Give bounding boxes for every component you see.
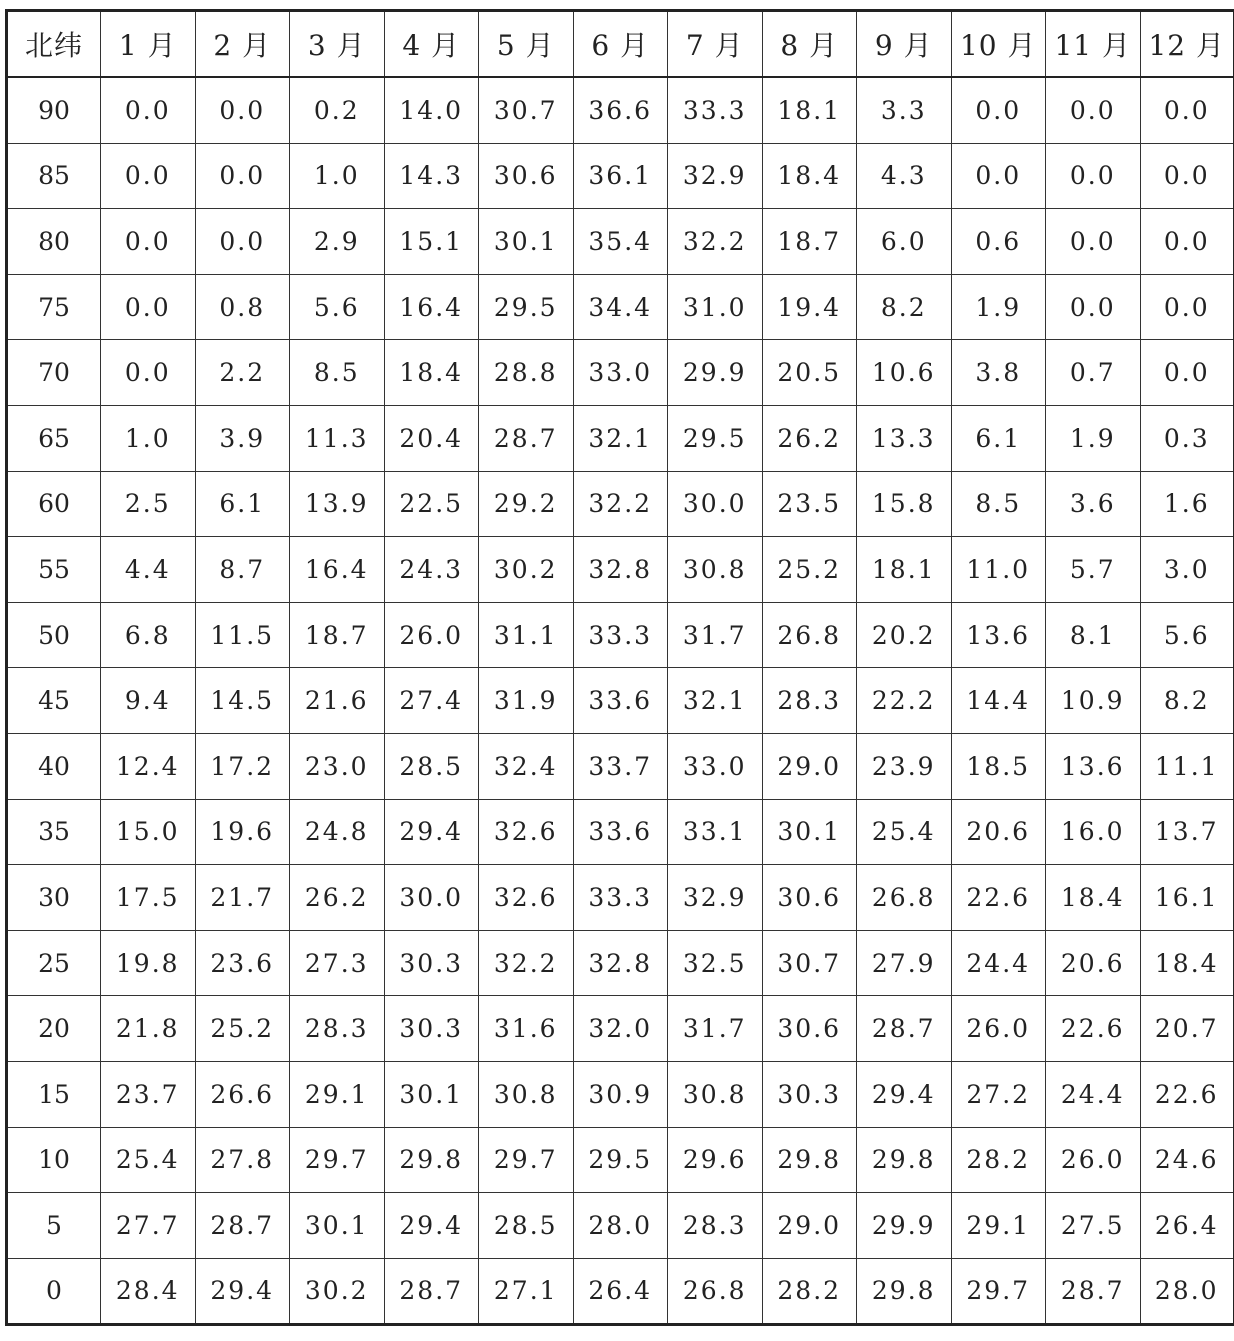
- header-cell-month-7: 7 月: [668, 11, 763, 78]
- value-cell: 31.9: [479, 668, 574, 734]
- value-cell: 29.7: [479, 1127, 574, 1193]
- value-cell: 0.0: [1140, 209, 1234, 275]
- value-cell: 18.5: [951, 733, 1046, 799]
- latitude-cell: 90: [7, 77, 101, 143]
- header-cell-month-10: 10 月: [951, 11, 1046, 78]
- latitude-cell: 70: [7, 340, 101, 406]
- value-cell: 21.6: [290, 668, 385, 734]
- table-row: [7, 340, 1234, 406]
- value-cell: 33.3: [573, 865, 668, 931]
- value-cell: 28.3: [290, 996, 385, 1062]
- value-cell: 8.7: [195, 537, 290, 603]
- value-cell: 29.7: [951, 1258, 1046, 1325]
- value-cell: 32.6: [479, 865, 574, 931]
- value-cell: 26.4: [1140, 1193, 1234, 1259]
- latitude-cell: 85: [7, 143, 101, 209]
- value-cell: 32.9: [668, 865, 763, 931]
- value-cell: 31.1: [479, 602, 574, 668]
- value-cell: 28.7: [857, 996, 952, 1062]
- value-cell: 19.6: [195, 799, 290, 865]
- value-cell: 30.0: [384, 865, 479, 931]
- value-cell: 30.7: [479, 77, 574, 143]
- value-cell: 30.3: [384, 996, 479, 1062]
- value-cell: 22.6: [1140, 1061, 1234, 1127]
- value-cell: 32.2: [479, 930, 574, 996]
- latitude-cell: 5: [7, 1193, 101, 1259]
- value-cell: 0.8: [195, 274, 290, 340]
- value-cell: 6.0: [857, 209, 952, 275]
- value-cell: 29.4: [384, 799, 479, 865]
- value-cell: 18.4: [384, 340, 479, 406]
- value-cell: 24.4: [951, 930, 1046, 996]
- value-cell: 23.5: [762, 471, 857, 537]
- value-cell: 20.7: [1140, 996, 1234, 1062]
- value-cell: 29.4: [384, 1193, 479, 1259]
- value-cell: 26.2: [290, 865, 385, 931]
- value-cell: 15.1: [384, 209, 479, 275]
- value-cell: 27.5: [1046, 1193, 1141, 1259]
- value-cell: 0.0: [101, 340, 196, 406]
- value-cell: 0.0: [1140, 274, 1234, 340]
- value-cell: 30.8: [479, 1061, 574, 1127]
- value-cell: 16.0: [1046, 799, 1141, 865]
- value-cell: 22.6: [1046, 996, 1141, 1062]
- value-cell: 6.1: [951, 405, 1046, 471]
- value-cell: 28.2: [762, 1258, 857, 1325]
- table-row: [7, 799, 1234, 865]
- value-cell: 27.8: [195, 1127, 290, 1193]
- value-cell: 8.5: [951, 471, 1046, 537]
- table-row: [7, 471, 1234, 537]
- value-cell: 6.8: [101, 602, 196, 668]
- value-cell: 14.4: [951, 668, 1046, 734]
- value-cell: 11.3: [290, 405, 385, 471]
- table-row: [7, 668, 1234, 734]
- value-cell: 30.6: [762, 996, 857, 1062]
- value-cell: 22.2: [857, 668, 952, 734]
- value-cell: 21.7: [195, 865, 290, 931]
- value-cell: 0.0: [195, 77, 290, 143]
- value-cell: 29.5: [573, 1127, 668, 1193]
- value-cell: 0.0: [1140, 77, 1234, 143]
- value-cell: 3.8: [951, 340, 1046, 406]
- value-cell: 10.9: [1046, 668, 1141, 734]
- value-cell: 30.2: [290, 1258, 385, 1325]
- value-cell: 36.1: [573, 143, 668, 209]
- latitude-cell: 15: [7, 1061, 101, 1127]
- value-cell: 18.4: [1046, 865, 1141, 931]
- value-cell: 16.4: [384, 274, 479, 340]
- header-cell-month-8: 8 月: [762, 11, 857, 78]
- value-cell: 29.5: [479, 274, 574, 340]
- value-cell: 0.0: [1140, 340, 1234, 406]
- value-cell: 26.0: [1046, 1127, 1141, 1193]
- value-cell: 18.7: [290, 602, 385, 668]
- value-cell: 3.3: [857, 77, 952, 143]
- value-cell: 26.8: [668, 1258, 763, 1325]
- value-cell: 0.0: [101, 274, 196, 340]
- value-cell: 30.1: [290, 1193, 385, 1259]
- value-cell: 12.4: [101, 733, 196, 799]
- table-row: [7, 1061, 1234, 1127]
- value-cell: 22.6: [951, 865, 1046, 931]
- value-cell: 11.0: [951, 537, 1046, 603]
- header-cell-month-2: 2 月: [195, 11, 290, 78]
- header-cell-month-4: 4 月: [384, 11, 479, 78]
- value-cell: 0.2: [290, 77, 385, 143]
- value-cell: 32.2: [573, 471, 668, 537]
- value-cell: 14.0: [384, 77, 479, 143]
- value-cell: 32.1: [668, 668, 763, 734]
- value-cell: 0.3: [1140, 405, 1234, 471]
- value-cell: 29.1: [951, 1193, 1046, 1259]
- value-cell: 0.0: [1046, 209, 1141, 275]
- value-cell: 13.9: [290, 471, 385, 537]
- table-row: [7, 733, 1234, 799]
- value-cell: 17.5: [101, 865, 196, 931]
- latitude-cell: 25: [7, 930, 101, 996]
- value-cell: 8.2: [857, 274, 952, 340]
- latitude-cell: 30: [7, 865, 101, 931]
- value-cell: 30.1: [384, 1061, 479, 1127]
- value-cell: 26.0: [384, 602, 479, 668]
- value-cell: 4.4: [101, 537, 196, 603]
- value-cell: 29.5: [668, 405, 763, 471]
- value-cell: 31.7: [668, 996, 763, 1062]
- value-cell: 30.2: [479, 537, 574, 603]
- table-row: [7, 1127, 1234, 1193]
- value-cell: 28.2: [951, 1127, 1046, 1193]
- value-cell: 32.1: [573, 405, 668, 471]
- header-cell-latitude: 北纬: [7, 11, 101, 78]
- value-cell: 28.0: [573, 1193, 668, 1259]
- table-row: [7, 865, 1234, 931]
- value-cell: 26.8: [857, 865, 952, 931]
- value-cell: 29.9: [668, 340, 763, 406]
- latitude-cell: 20: [7, 996, 101, 1062]
- value-cell: 18.4: [762, 143, 857, 209]
- value-cell: 24.4: [1046, 1061, 1141, 1127]
- value-cell: 36.6: [573, 77, 668, 143]
- latitude-month-table: [5, 9, 1234, 1326]
- value-cell: 28.5: [479, 1193, 574, 1259]
- value-cell: 1.9: [951, 274, 1046, 340]
- value-cell: 1.0: [101, 405, 196, 471]
- latitude-cell: 75: [7, 274, 101, 340]
- table-row: [7, 930, 1234, 996]
- value-cell: 1.0: [290, 143, 385, 209]
- table-body: [7, 77, 1234, 1325]
- value-cell: 3.0: [1140, 537, 1234, 603]
- header-cell-month-6: 6 月: [573, 11, 668, 78]
- value-cell: 30.8: [668, 537, 763, 603]
- value-cell: 21.8: [101, 996, 196, 1062]
- value-cell: 0.6: [951, 209, 1046, 275]
- latitude-cell: 45: [7, 668, 101, 734]
- value-cell: 11.1: [1140, 733, 1234, 799]
- latitude-cell: 50: [7, 602, 101, 668]
- value-cell: 29.9: [857, 1193, 952, 1259]
- value-cell: 32.9: [668, 143, 763, 209]
- value-cell: 0.0: [101, 209, 196, 275]
- value-cell: 0.0: [951, 77, 1046, 143]
- value-cell: 33.0: [573, 340, 668, 406]
- value-cell: 8.5: [290, 340, 385, 406]
- value-cell: 8.2: [1140, 668, 1234, 734]
- value-cell: 30.7: [762, 930, 857, 996]
- latitude-cell: 80: [7, 209, 101, 275]
- table-row: [7, 405, 1234, 471]
- value-cell: 6.1: [195, 471, 290, 537]
- value-cell: 18.1: [857, 537, 952, 603]
- value-cell: 24.6: [1140, 1127, 1234, 1193]
- latitude-cell: 10: [7, 1127, 101, 1193]
- value-cell: 32.0: [573, 996, 668, 1062]
- value-cell: 14.5: [195, 668, 290, 734]
- value-cell: 30.6: [762, 865, 857, 931]
- value-cell: 28.5: [384, 733, 479, 799]
- table-row: [7, 77, 1234, 143]
- value-cell: 27.7: [101, 1193, 196, 1259]
- value-cell: 26.6: [195, 1061, 290, 1127]
- value-cell: 25.2: [195, 996, 290, 1062]
- value-cell: 29.0: [762, 733, 857, 799]
- value-cell: 0.0: [101, 143, 196, 209]
- value-cell: 35.4: [573, 209, 668, 275]
- value-cell: 30.1: [479, 209, 574, 275]
- value-cell: 33.3: [668, 77, 763, 143]
- value-cell: 26.8: [762, 602, 857, 668]
- value-cell: 26.0: [951, 996, 1046, 1062]
- value-cell: 30.9: [573, 1061, 668, 1127]
- value-cell: 16.4: [290, 537, 385, 603]
- value-cell: 29.8: [384, 1127, 479, 1193]
- value-cell: 20.6: [951, 799, 1046, 865]
- value-cell: 14.3: [384, 143, 479, 209]
- value-cell: 28.7: [384, 1258, 479, 1325]
- value-cell: 28.7: [195, 1193, 290, 1259]
- table-row: [7, 996, 1234, 1062]
- value-cell: 29.7: [290, 1127, 385, 1193]
- header-cell-month-1: 1 月: [101, 11, 196, 78]
- value-cell: 28.4: [101, 1258, 196, 1325]
- header-cell-month-11: 11 月: [1046, 11, 1141, 78]
- value-cell: 2.5: [101, 471, 196, 537]
- value-cell: 0.0: [951, 143, 1046, 209]
- value-cell: 32.4: [479, 733, 574, 799]
- latitude-cell: 60: [7, 471, 101, 537]
- value-cell: 0.0: [195, 209, 290, 275]
- header-row: [7, 11, 1234, 78]
- value-cell: 30.3: [762, 1061, 857, 1127]
- value-cell: 31.6: [479, 996, 574, 1062]
- value-cell: 29.2: [479, 471, 574, 537]
- header-cell-month-9: 9 月: [857, 11, 952, 78]
- value-cell: 0.0: [195, 143, 290, 209]
- value-cell: 28.3: [762, 668, 857, 734]
- value-cell: 27.9: [857, 930, 952, 996]
- value-cell: 33.0: [668, 733, 763, 799]
- value-cell: 3.6: [1046, 471, 1141, 537]
- value-cell: 3.9: [195, 405, 290, 471]
- value-cell: 33.1: [668, 799, 763, 865]
- value-cell: 20.2: [857, 602, 952, 668]
- table-row: [7, 274, 1234, 340]
- value-cell: 2.9: [290, 209, 385, 275]
- value-cell: 0.0: [101, 77, 196, 143]
- latitude-cell: 0: [7, 1258, 101, 1325]
- value-cell: 30.8: [668, 1061, 763, 1127]
- table-row: [7, 602, 1234, 668]
- value-cell: 15.8: [857, 471, 952, 537]
- value-cell: 13.7: [1140, 799, 1234, 865]
- value-cell: 23.6: [195, 930, 290, 996]
- value-cell: 27.3: [290, 930, 385, 996]
- value-cell: 32.8: [573, 930, 668, 996]
- value-cell: 31.7: [668, 602, 763, 668]
- value-cell: 34.4: [573, 274, 668, 340]
- value-cell: 32.2: [668, 209, 763, 275]
- value-cell: 29.8: [857, 1127, 952, 1193]
- value-cell: 0.0: [1046, 77, 1141, 143]
- table-row: [7, 537, 1234, 603]
- value-cell: 27.2: [951, 1061, 1046, 1127]
- latitude-cell: 55: [7, 537, 101, 603]
- value-cell: 13.3: [857, 405, 952, 471]
- value-cell: 33.6: [573, 799, 668, 865]
- latitude-cell: 40: [7, 733, 101, 799]
- value-cell: 1.9: [1046, 405, 1141, 471]
- value-cell: 30.6: [479, 143, 574, 209]
- value-cell: 28.0: [1140, 1258, 1234, 1325]
- value-cell: 1.6: [1140, 471, 1234, 537]
- value-cell: 30.0: [668, 471, 763, 537]
- value-cell: 18.7: [762, 209, 857, 275]
- value-cell: 25.2: [762, 537, 857, 603]
- value-cell: 4.3: [857, 143, 952, 209]
- value-cell: 11.5: [195, 602, 290, 668]
- header-cell-month-3: 3 月: [290, 11, 385, 78]
- header-cell-month-12: 12 月: [1140, 11, 1234, 78]
- value-cell: 19.8: [101, 930, 196, 996]
- value-cell: 29.6: [668, 1127, 763, 1193]
- value-cell: 22.5: [384, 471, 479, 537]
- latitude-cell: 65: [7, 405, 101, 471]
- table-row: [7, 143, 1234, 209]
- value-cell: 15.0: [101, 799, 196, 865]
- value-cell: 26.2: [762, 405, 857, 471]
- value-cell: 30.3: [384, 930, 479, 996]
- value-cell: 29.8: [857, 1258, 952, 1325]
- value-cell: 24.3: [384, 537, 479, 603]
- value-cell: 5.6: [290, 274, 385, 340]
- value-cell: 20.4: [384, 405, 479, 471]
- value-cell: 29.1: [290, 1061, 385, 1127]
- table-row: [7, 1258, 1234, 1325]
- value-cell: 33.6: [573, 668, 668, 734]
- value-cell: 26.4: [573, 1258, 668, 1325]
- value-cell: 25.4: [101, 1127, 196, 1193]
- value-cell: 5.6: [1140, 602, 1234, 668]
- value-cell: 13.6: [951, 602, 1046, 668]
- value-cell: 32.8: [573, 537, 668, 603]
- latitude-cell: 35: [7, 799, 101, 865]
- value-cell: 29.4: [195, 1258, 290, 1325]
- value-cell: 32.6: [479, 799, 574, 865]
- table-container: [5, 9, 1228, 1326]
- value-cell: 27.1: [479, 1258, 574, 1325]
- value-cell: 0.0: [1046, 274, 1141, 340]
- value-cell: 28.7: [479, 405, 574, 471]
- value-cell: 29.0: [762, 1193, 857, 1259]
- value-cell: 16.1: [1140, 865, 1234, 931]
- value-cell: 20.5: [762, 340, 857, 406]
- value-cell: 19.4: [762, 274, 857, 340]
- value-cell: 5.7: [1046, 537, 1141, 603]
- value-cell: 31.0: [668, 274, 763, 340]
- value-cell: 2.2: [195, 340, 290, 406]
- value-cell: 10.6: [857, 340, 952, 406]
- value-cell: 23.9: [857, 733, 952, 799]
- value-cell: 27.4: [384, 668, 479, 734]
- value-cell: 20.6: [1046, 930, 1141, 996]
- value-cell: 28.3: [668, 1193, 763, 1259]
- value-cell: 30.1: [762, 799, 857, 865]
- value-cell: 9.4: [101, 668, 196, 734]
- value-cell: 13.6: [1046, 733, 1141, 799]
- value-cell: 28.7: [1046, 1258, 1141, 1325]
- table-row: [7, 209, 1234, 275]
- value-cell: 29.4: [857, 1061, 952, 1127]
- value-cell: 32.5: [668, 930, 763, 996]
- header-cell-month-5: 5 月: [479, 11, 574, 78]
- value-cell: 18.1: [762, 77, 857, 143]
- value-cell: 17.2: [195, 733, 290, 799]
- value-cell: 23.7: [101, 1061, 196, 1127]
- value-cell: 0.0: [1046, 143, 1141, 209]
- value-cell: 28.8: [479, 340, 574, 406]
- value-cell: 0.7: [1046, 340, 1141, 406]
- value-cell: 0.0: [1140, 143, 1234, 209]
- value-cell: 33.7: [573, 733, 668, 799]
- value-cell: 8.1: [1046, 602, 1141, 668]
- value-cell: 33.3: [573, 602, 668, 668]
- value-cell: 29.8: [762, 1127, 857, 1193]
- table-row: [7, 1193, 1234, 1259]
- value-cell: 18.4: [1140, 930, 1234, 996]
- value-cell: 23.0: [290, 733, 385, 799]
- value-cell: 25.4: [857, 799, 952, 865]
- value-cell: 24.8: [290, 799, 385, 865]
